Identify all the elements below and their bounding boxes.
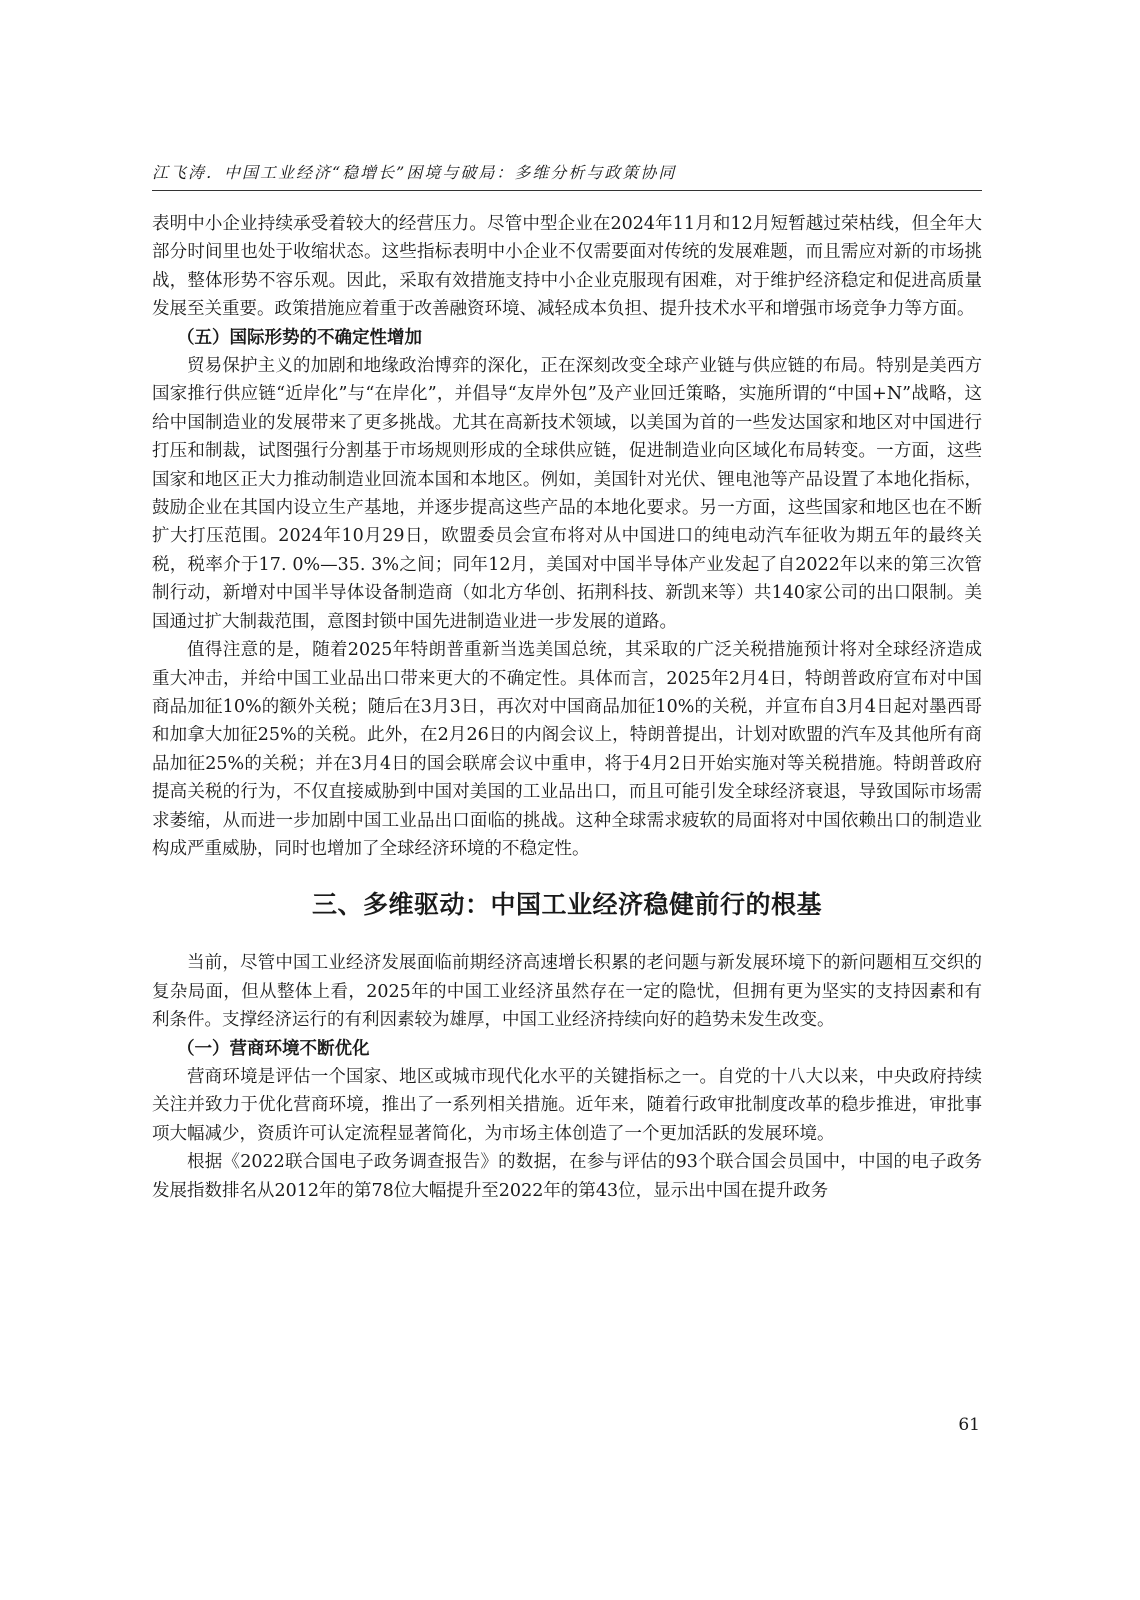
header-rule	[152, 190, 982, 191]
page-number: 61	[958, 1415, 980, 1435]
section-title-3: 三、多维驱动：中国工业经济稳健前行的根基	[311, 890, 822, 920]
paragraph-trade-protectionism: 贸易保护主义的加剧和地缘政治博弈的深化，正在深刻改变全球产业链与供应链的布局。特别是美西方国家推行供应链“近岸化”与“在岸化”，并倡导“友岸外包”及产业回迁策略，实施所谓的“中国+N”战略，这给中国制造业的发展带来了更多挑战。尤其在高新技术领域，以美国为首的一些发达国家和地区对中国进行打压和制裁，试图强行分割基于市场规则形成的全球供应链，促进制造业向区域化布局转变。一方面，这些国家和地区正大力推动制造业回流本国和本地区。例如，美国针对光伏、锂电池等产品设置了本地化指标，鼓励企业在其国内设立生产基地，并逐步提高这些产品的本地化要求。另一方面，这些国家和地区也在不断扩大打压范围。2024年10月29日，欧盟委员会宣布将对从中国进口的纯电动汽车征收为期五年的最终关税，税率介于17. 0%—35. 3%之间；同年12月，美国对中国半导体产业发起了自2022年以来的第三次管制行动，新增对中国半导体设备制造商（如北方华创、拓荆科技、新凯来等）共140家公司的出口限制。美国通过扩大制裁范围，意图封锁中国先进制造业进一步发展的道路。	[152, 356, 982, 632]
paragraph-continued: 表明中小企业持续承受着较大的经营压力。尽管中型企业在2024年11月和12月短暂越过荣枯线，但全年大部分时间里也处于收缩状态。这些指标表明中小企业不仅需要面对传统的发展难题，而且需应对新的市场挑战，整体形势不容乐观。因此，采取有效措施支持中小企业克服现有困难，对于维护经济稳定和促进高质量发展至关重要。政策措施应着重于改善融资环境、减轻成本负担、提升技术水平和增强市场竞争力等方面。	[152, 214, 982, 320]
subsection-heading-1: （一）营商环境不断优化	[177, 1038, 370, 1059]
body-text	[152, 210, 982, 1205]
paragraph-section-intro: 当前，尽管中国工业经济发展面临前期经济高速增长积累的老问题与新发展环境下的新问题相互交织的复杂局面，但从整体上看，2025年的中国工业经济虽然存在一定的隐忧，但拥有更为坚实的支持因素和有利条件。支撑经济运行的有利因素较为雄厚，中国工业经济持续向好的趋势未发生改变。	[152, 953, 982, 1031]
paragraph-business-environment: 营商环境是评估一个国家、地区或城市现代化水平的关键指标之一。自党的十八大以来，中央政府持续关注并致力于优化营商环境，推出了一系列相关措施。近年来，随着行政审批制度改革的稳步推进，审批事项大幅减少，资质许可认定流程显著简化，为市场主体创造了一个更加活跃的发展环境。	[152, 1066, 982, 1144]
running-header: 江飞涛．中国工业经济“稳增长”困境与破局：多维分析与政策协同	[152, 163, 677, 182]
paragraph-e-government: 根据《2022联合国电子政务调查报告》的数据，在参与评估的93个联合国会员国中，中国的电子政务发展指数排名从2012年的第78位大幅提升至2022年的第43位，显示出中国在提升政务	[152, 1152, 982, 1201]
subsection-heading-5: （五）国际形势的不确定性增加	[177, 327, 422, 348]
paragraph-tariff-measures: 值得注意的是，随着2025年特朗普重新当选美国总统，其采取的广泛关税措施预计将对全球经济造成重大冲击，并给中国工业品出口带来更大的不确定性。具体而言，2025年2月4日，特朗普政府宣布对中国商品加征10%的额外关税；随后在3月3日，再次对中国商品加征10%的关税，并宣布自3月4日起对墨西哥和加拿大加征25%的关税。此外，在2月26日的内阁会议上，特朗普提出，计划对欧盟的汽车及其他所有商品加征25%的关税；并在3月4日的国会联席会议中重申，将于4月2日开始实施对等关税措施。特朗普政府提高关税的行为，不仅直接威胁到中国对美国的工业品出口，而且可能引发全球经济衰退，导致国际市场需求萎缩，从而进一步加剧中国工业品出口面临的挑战。这种全球需求疲软的局面将对中国依赖出口的制造业构成严重威胁，同时也增加了全球经济环境的不稳定性。	[152, 640, 982, 859]
